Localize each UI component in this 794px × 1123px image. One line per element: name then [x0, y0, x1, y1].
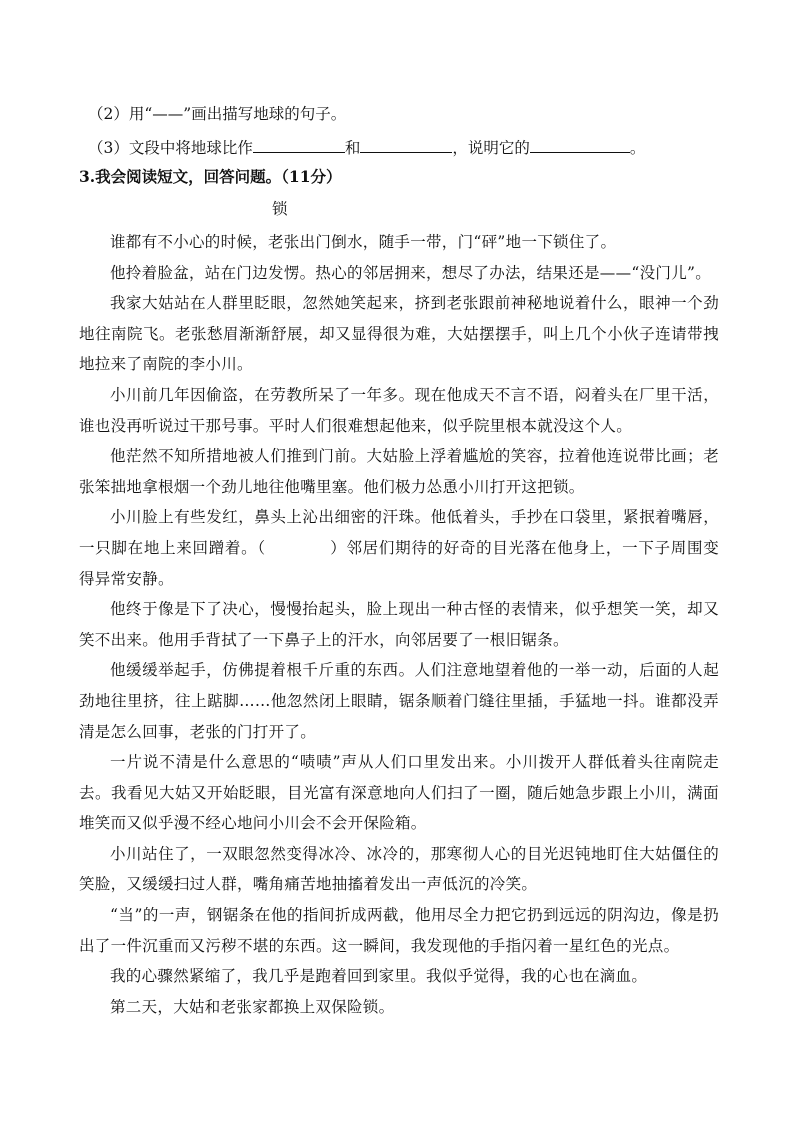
answer-blank-1[interactable]: [253, 136, 345, 153]
question-3-text-a: （3）文段中将地球比作: [88, 139, 253, 157]
paragraph-6-prefix: 小川脸上有些发红，鼻头上沁出细密的汗珠。他低着头，手抄在口袋里，紧抿着嘴唇，一只脚在地上来回蹭着。（: [79, 508, 719, 557]
question-3-text-b: 和: [344, 139, 361, 157]
paragraph-8: 他缓缓举起手，仿佛提着根千斤重的东西。人们注意地望着他的一举一动，后面的人起劲地往里挤，往上踮脚……他忽然闭上眼睛，锯条顺着门缝往里插，手猛地一抖。谁都没弄清是怎么回事，老张的门打开了。: [79, 661, 719, 741]
paragraph-13: 第二天，大姑和老张家都换上双保险锁。: [110, 997, 395, 1016]
paragraph-12: 我的心骤然紧缩了，我几乎是跑着回到家里。我似乎觉得，我的心也在滴血。: [110, 967, 648, 986]
paragraph-9: 一片说不清是什么意思的“啧啧”声从人们口里发出来。小川拨开人群低着头往南院走去。我看见大姑又开始眨眼，目光富有深意地向人们扫了一圈，随后她急步跟上小川，满面堆笑而又似乎漫不经心地问小川会不会开保险箱。: [79, 753, 719, 833]
paragraph-6: [79, 502, 719, 594]
story-title: 锁: [272, 200, 288, 218]
story-body: [79, 227, 719, 1022]
answer-blank-2[interactable]: [360, 136, 452, 153]
paragraph-1: 谁都有不小心的时候，老张出门倒水，随手一带，门“砰”地一下锁住了。: [110, 233, 617, 251]
paragraph-6-suffix: 邻居们期待的好奇的目光落在他身上，一下子周围变得异常安静。: [79, 538, 719, 588]
paragraph-3: 我家大姑站在人群里眨眼，忽然她笑起来，挤到老张跟前神秘地说着什么，眼神一个劲地往南院飞。老张愁眉渐渐舒展，却又显得很为难，大姑摆摆手，叫上几个小伙子连请带拽地拉来了南院的李小川。: [79, 294, 719, 374]
question-3-text-c: ，说明它的: [452, 139, 530, 157]
question-3-text-d: 。: [629, 139, 646, 157]
section-heading: 3.我会阅读短文，回答问题。（11分）: [79, 167, 342, 186]
paragraph-10: 小川站住了，一双眼忽然变得冰冷、冰冷的，那寒彻人心的目光迟钝地盯住大姑僵住的笑脸，又缓缓扫过人群，嘴角痛苦地抽搐着发出一声低沉的冷笑。: [79, 844, 719, 894]
paragraph-4: 小川前几年因偷盗，在劳教所呆了一年多。现在他成天不言不语，闷着头在厂里干活，谁也没再听说过干那号事。平时人们很难想起他来，似乎院里根本就没这个人。: [79, 385, 719, 435]
paragraph-6-paren-close: ）: [329, 538, 347, 557]
question-2: （2）用“——”画出描写地球的句子。: [88, 105, 347, 123]
answer-blank-3[interactable]: [530, 136, 630, 153]
paragraph-7: 他终于像是下了决心，慢慢抬起头，脸上现出一种古怪的表情来，似乎想笑一笑，却又笑不出来。他用手背拭了一下鼻子上的汗水，向邻居要了一根旧锯条。: [79, 600, 719, 649]
question-3: [88, 136, 645, 158]
paragraph-5: 他茫然不知所措地被人们推到门前。大姑脸上浮着尴尬的笑容，拉着他连说带比画；老张笨拙地拿根烟一个劲儿地往他嘴里塞。他们极力怂恿小川打开这把锁。: [79, 447, 719, 496]
paragraph-2: 他拎着脸盆，站在门边发愣。热心的邻居拥来，想尽了办法，结果还是——“没门儿”。: [110, 263, 712, 282]
paragraph-11: “当”的一声，钢锯条在他的指间折成两截，他用尽全力把它扔到远远的阴沟边，像是扔出了一件沉重而又污秽不堪的东西。这一瞬间，我发现他的手指闪着一星红色的光点。: [79, 906, 719, 955]
